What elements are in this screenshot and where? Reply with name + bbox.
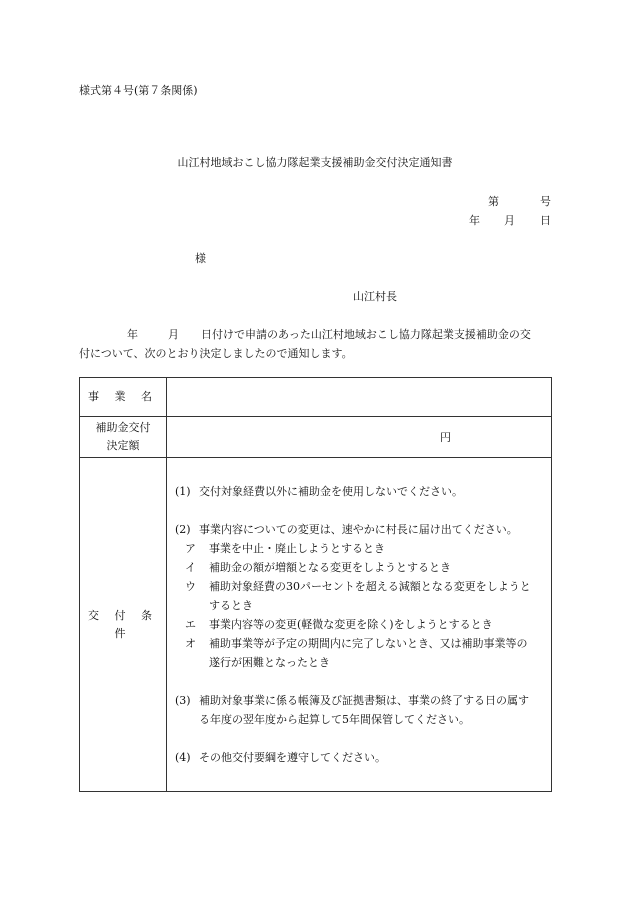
- form-number-label: 様式第４号(第７条関係): [79, 84, 198, 97]
- date-month-label: 月: [504, 214, 515, 227]
- condition-sub-item: ア 事業を中止・廃止しようとするとき: [185, 542, 385, 555]
- table-row-conditions: [80, 458, 552, 792]
- condition-item-continuation: る年度の翌年度から起算して5年間保管してください。: [199, 713, 470, 726]
- condition-sub-item: ウ 補助対象経費の30パーセントを超える減額となる変更をしようと: [185, 580, 531, 593]
- condition-sub-item: イ 補助金の額が増額となる変更をしようとするとき: [185, 561, 451, 574]
- addressee-honorific: 様: [195, 252, 206, 265]
- condition-item: (2) 事業内容についての変更は、速やかに村長に届け出てください。: [175, 523, 518, 536]
- document-number-label: 第: [488, 195, 499, 208]
- amount-value: [167, 417, 552, 458]
- conditions-content: [167, 458, 552, 792]
- body-text: 日付けで申請のあった山江村地域おこし協力隊起業支援補助金の交: [201, 328, 531, 341]
- body-month-label: 月: [168, 328, 179, 341]
- condition-sub-item: エ 事業内容等の変更(軽微な変更を除く)をしようとするとき: [185, 618, 493, 631]
- project-name-value: [167, 378, 552, 417]
- notice-body-line-2: 付について、次のとおり決定しましたので通知します。: [79, 347, 353, 360]
- condition-sub-item-continuation: 遂行が困難となったとき: [209, 656, 330, 669]
- conditions-label: 交 付 条 件: [80, 458, 167, 792]
- document-title: 山江村地域おこし協力隊起業支援補助金交付決定通知書: [177, 156, 453, 169]
- date-day-label: 日: [540, 214, 551, 227]
- table-row-project-name: [80, 378, 552, 417]
- condition-item: (4) その他交付要綱を遵守してください。: [175, 751, 386, 764]
- date-year-label: 年: [469, 214, 480, 227]
- condition-sub-item-continuation: するとき: [209, 599, 253, 612]
- condition-item: (1) 交付対象経費以外に補助金を使用しないでください。: [175, 485, 463, 498]
- condition-sub-item: オ 補助事業等が予定の期間内に完了しないとき、又は補助事業等の: [185, 637, 528, 650]
- amount-unit: 円: [440, 431, 451, 444]
- condition-item: (3) 補助対象事業に係る帳簿及び証拠書類は、事業の終了する日の属す: [175, 694, 529, 707]
- table-row-amount: [80, 417, 552, 458]
- body-year-label: 年: [127, 328, 138, 341]
- amount-label: 補助金交付 決定額: [80, 417, 167, 458]
- notice-body-line-1: [79, 326, 531, 342]
- project-name-label: 事 業 名: [80, 378, 167, 417]
- decision-table: [79, 377, 552, 792]
- document-number-suffix: 号: [540, 195, 551, 208]
- issuer-name: 山江村長: [353, 290, 397, 303]
